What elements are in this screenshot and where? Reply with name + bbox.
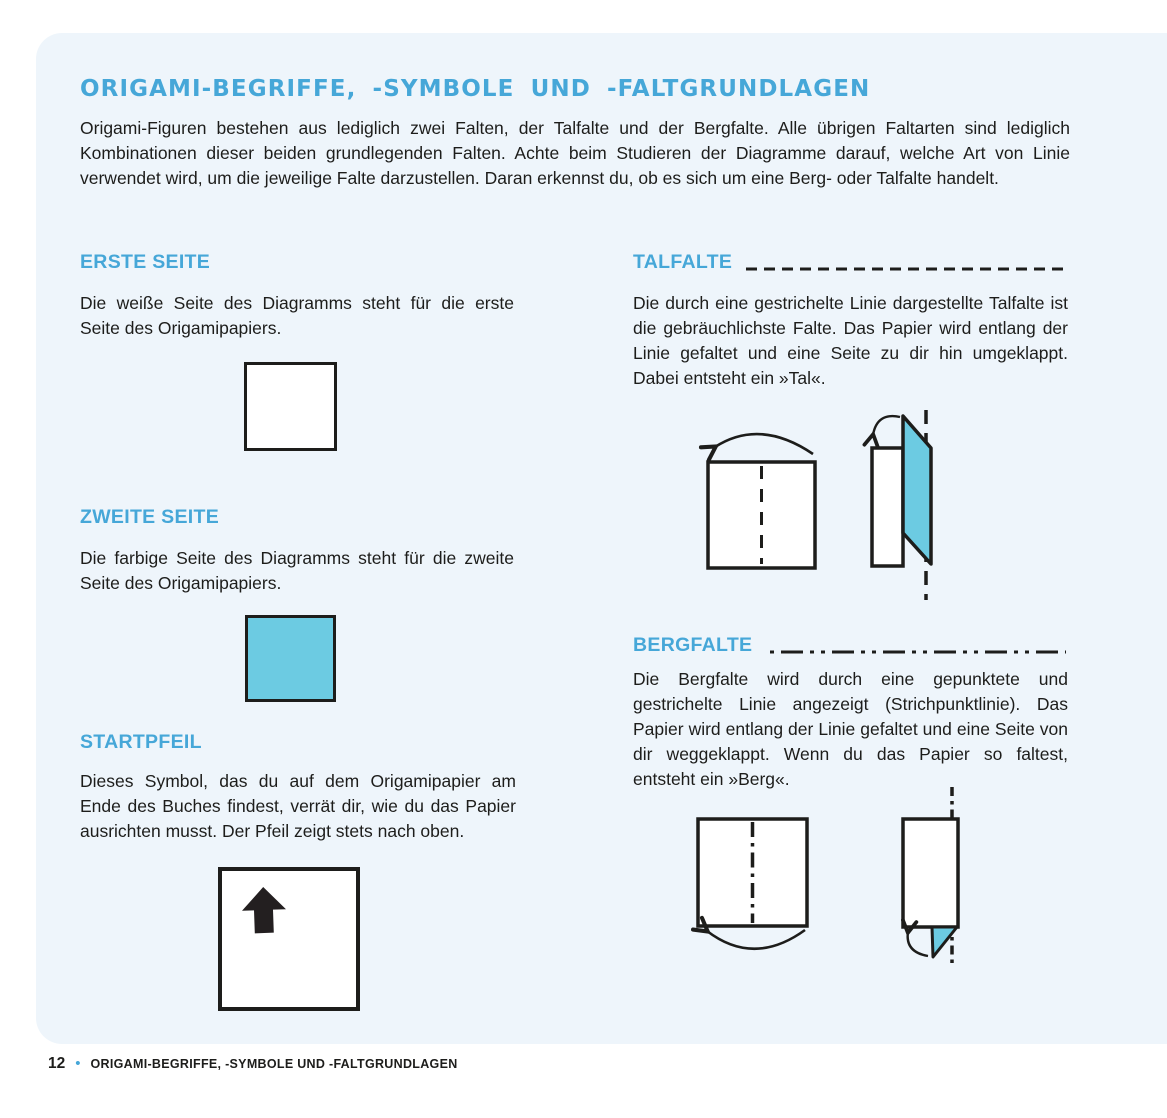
page-title: ORIGAMI-BEGRIFFE, -SYMBOLE UND -FALTGRUNDLAGEN	[80, 76, 871, 102]
talfalte-paragraph: Die durch eine gestrichelte Linie dargestellte Talfalte ist die gebräuchlichste Falte. Das Papier wird entlang der Linie gefaltet und eine Seite zu dir hin umgeklappt. Dabei entsteht ein »Tal«.	[633, 293, 1068, 388]
valley-fold-dashed-line-sample	[746, 265, 1066, 273]
colored-paper-square	[245, 615, 336, 702]
zweite-seite-paragraph: Die farbige Seite des Diagramms steht für die zweite Seite des Origamipapiers.	[80, 548, 514, 593]
bergfalte-unfolded-square	[698, 819, 807, 949]
white-paper-square	[244, 362, 337, 451]
footer-bullet-icon: •	[75, 1054, 81, 1072]
section-heading-zweite-seite: ZWEITE SEITE	[80, 506, 220, 528]
page-number: 12	[48, 1055, 66, 1072]
footer-chapter-title: ORIGAMI-BEGRIFFE, -SYMBOLE UND -FALTGRUNDLAGEN	[90, 1057, 458, 1071]
fold-direction-arc-arrow-icon	[715, 434, 813, 454]
page-footer	[48, 1053, 458, 1075]
section-heading-erste-seite: ERSTE SEITE	[80, 251, 211, 273]
bergfalte-folded-figure	[903, 787, 958, 965]
fold-direction-small-arrow-icon	[873, 416, 900, 435]
talfalte-folded-figure	[872, 410, 931, 600]
talfalte-diagram	[660, 408, 1080, 603]
intro-paragraph: Origami-Figuren bestehen aus lediglich zwei Falten, der Talfalte und der Bergfalte. Alle übrigen Faltarten sind lediglich Kombinationen dieser beiden grundlegenden Falten. Achte beim Studieren der Diagramme darauf, welche Art von Linie verwendet wird, um die jeweilige Falte darzustellen. Daran erkennst du, ob es sich um eine Berg- oder Talfalte handelt.	[80, 118, 1070, 188]
up-arrow-icon	[240, 887, 296, 941]
mountain-fold-dash-dot-line-sample	[770, 648, 1066, 656]
fold-direction-arc-arrow-icon	[707, 930, 805, 949]
startpfeil-paper-square	[218, 867, 360, 1011]
bergfalte-paragraph: Die Bergfalte wird durch eine gepunktete und gestrichelte Linie angezeigt (Strichpunktlinie). Das Papier wird entlang der Linie gefaltet und eine Seite von dir weggeklappt. Wenn du das Papier so faltest, entsteht ein »Berg«.	[633, 669, 1068, 789]
section-heading-talfalte: TALFALTE	[633, 251, 733, 273]
talfalte-unfolded-square	[708, 434, 815, 568]
startpfeil-paragraph: Dieses Symbol, das du auf dem Origamipapier am Ende des Buches findest, verrät dir, wie du das Papier ausrichten musst. Der Pfeil zeigt stets nach oben.	[80, 771, 516, 841]
section-heading-bergfalte: BERGFALTE	[633, 634, 753, 656]
erste-seite-paragraph: Die weiße Seite des Diagramms steht für die erste Seite des Origamipapiers.	[80, 293, 514, 338]
section-heading-startpfeil: STARTPFEIL	[80, 731, 202, 753]
fold-direction-small-arrow-icon	[908, 932, 928, 956]
bergfalte-diagram	[660, 785, 1080, 980]
